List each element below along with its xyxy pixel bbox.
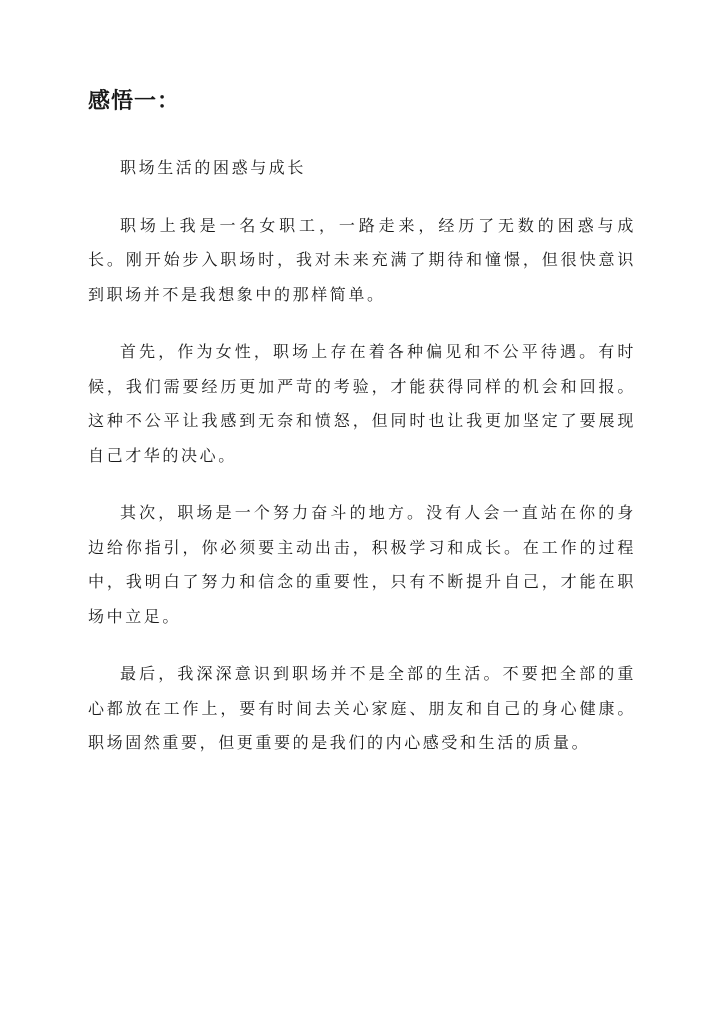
paragraph-1: 职场上我是一名女职工，一路走来，经历了无数的困惑与成长。刚开始步入职场时，我对未来充满了期待和憧憬，但很快意识到职场并不是我想象中的那样简单。 xyxy=(88,215,636,304)
paragraph-2: 首先，作为女性，职场上存在着各种偏见和不公平待遇。有时候，我们需要经历更加严苛的考验，才能获得同样的机会和回报。这种不公平让我感到无奈和愤怒，但同时也让我更加坚定了要展现自己才华的决心。 xyxy=(88,342,636,465)
document-heading: 感悟一： xyxy=(88,89,181,114)
document-subtitle: 职场生活的困惑与成长 xyxy=(120,158,307,177)
document-body xyxy=(88,151,636,784)
paragraph-4: 最后，我深深意识到职场并不是全部的生活。不要把全部的重心都放在工作上，要有时间去关心家庭、朋友和自己的身心健康。职场固然重要，但更重要的是我们的内心感受和生活的质量。 xyxy=(88,664,636,752)
paragraph-3: 其次，职场是一个努力奋斗的地方。没有人会一直站在你的身边给你指引，你必须要主动出击，积极学习和成长。在工作的过程中，我明白了努力和信念的重要性，只有不断提升自己，才能在职场中立足。 xyxy=(88,503,636,626)
